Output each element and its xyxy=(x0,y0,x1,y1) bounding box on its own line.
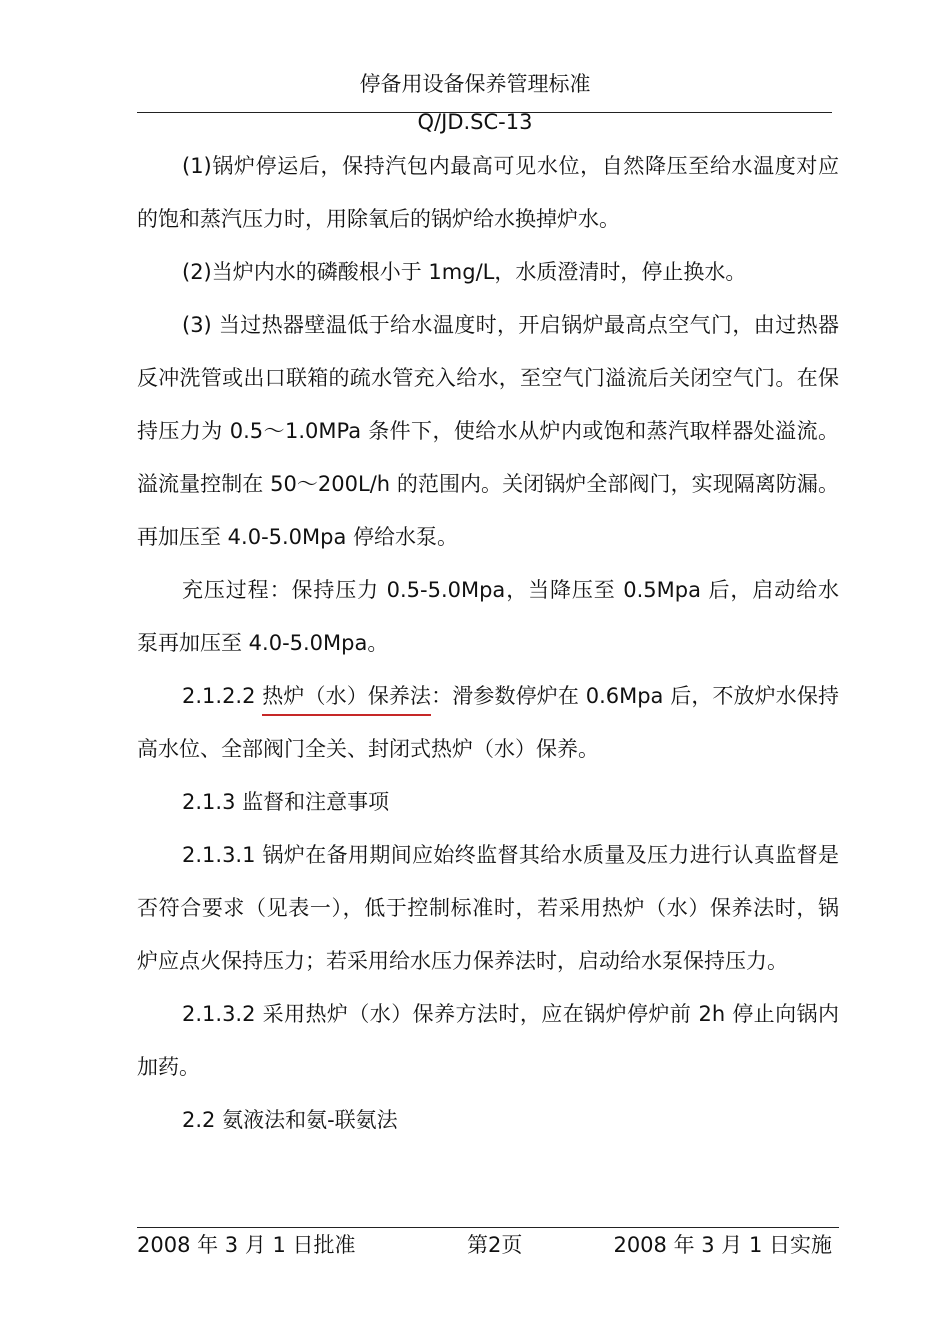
paragraph-1: (1)锅炉停运后，保持汽包内最高可见水位，自然降压至给水温度对应的饱和蒸汽压力时，用除氧后的锅炉给水换掉炉水。 xyxy=(137,154,839,231)
footer xyxy=(137,1230,832,1260)
paragraph-8: 2.1.3.2 采用热炉（水）保养方法时，应在锅炉停炉前 2h 停止向锅内加药。 xyxy=(137,1002,839,1079)
header-title: 停备用设备保养管理标准 xyxy=(359,72,591,96)
paragraph-4: 充压过程：保持压力 0.5-5.0Mpa，当降压至 0.5Mpa 后，启动给水泵再加压至 4.0-5.0Mpa。 xyxy=(137,578,839,655)
paragraph-7: 2.1.3.1 锅炉在备用期间应始终监督其给水质量及压力进行认真监督是否符合要求（见表一），低于控制标准时，若采用热炉（水）保养法时，锅炉应点火保持压力；若采用给水压力保养法时，启动给水泵保持压力。 xyxy=(137,843,839,973)
underlined-term: 热炉（水）保养法 xyxy=(262,684,431,716)
effective-date: 2008 年 3 月 1 日实施 xyxy=(613,1233,832,1257)
section-number: 2.1.2.2 xyxy=(182,684,263,708)
document-body xyxy=(137,140,839,1147)
section-heading-2-2: 2.2 氨液法和氨-联氨法 xyxy=(182,1108,398,1132)
footer-divider xyxy=(137,1227,839,1228)
paragraph-3: (3) 当过热器壁温低于给水温度时，开启锅炉最高点空气门，由过热器反冲洗管或出口联箱的疏水管充入给水，至空气门溢流后关闭空气门。在保持压力为 0.5～1.0MPa 条件下，使给水从炉内或饱和蒸汽取样器处溢流。溢流量控制在 50～200L/h 的范围内。关闭锅炉全部阀门，实现隔离防漏。再加压至 4.0-5.0Mpa 停给水泵。 xyxy=(137,313,839,549)
page-number: 第2页 xyxy=(467,1233,523,1257)
paragraph-5-text: ：滑参数停炉在 0.6Mpa 后，不放炉水保持高水位、全部阀门全关、封闭式热炉（水）保养。 xyxy=(137,684,839,761)
document-code: Q/JD.SC-13 xyxy=(417,110,533,134)
paragraph-5 xyxy=(137,670,839,776)
paragraph-2: (2)当炉内水的磷酸根小于 1mg/L，水质澄清时，停止换水。 xyxy=(182,260,747,284)
section-heading-2-1-3: 2.1.3 监督和注意事项 xyxy=(182,790,390,814)
approval-date: 2008 年 3 月 1 日批准 xyxy=(137,1233,356,1257)
